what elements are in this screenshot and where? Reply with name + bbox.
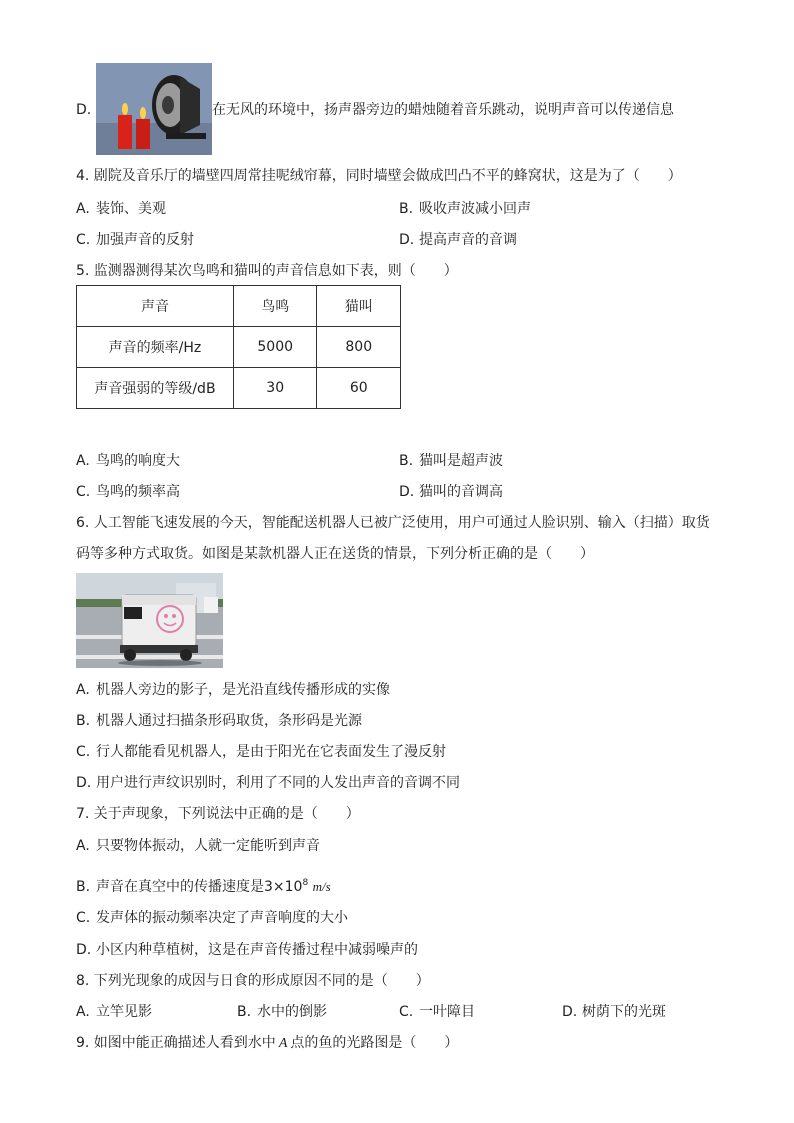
q5-option-c [76, 483, 180, 501]
delivery-robot-illustration [76, 573, 223, 668]
option-text: 小区内种草植树，这是在声音传播过程中减弱噪声的 [96, 942, 418, 958]
option-label: D. [562, 1004, 578, 1020]
option-text: 一叶障目 [419, 1004, 475, 1020]
q4-option-c [76, 231, 194, 249]
option-text: 行人都能看见机器人，是由于阳光在它表面发生了漫反射 [96, 744, 446, 760]
option-label: D. [399, 232, 415, 248]
q8-option-c [399, 1003, 475, 1021]
option-label: A. [76, 682, 90, 698]
table-row [77, 327, 401, 368]
option-label: A. [76, 201, 90, 217]
q9-stem-post: 点的鱼的光路图是（ ） [290, 1035, 459, 1051]
q6-option-d [76, 774, 460, 792]
q6-option-b [76, 712, 362, 730]
option-label: C. [399, 1004, 414, 1020]
option-text: 树荫下的光斑 [582, 1004, 666, 1020]
option-label: D. [399, 484, 415, 500]
q9-stem-pre: 9. 如图中能正确描述人看到水中 [76, 1035, 276, 1051]
option-label: B. [76, 879, 91, 895]
option-label: D. [76, 942, 92, 958]
q7-option-d [76, 941, 418, 959]
q9-stem [76, 1034, 458, 1053]
sound-info-table [76, 285, 401, 409]
option-text: 机器人旁边的影子，是光沿直线传播形成的实像 [96, 682, 390, 698]
option-label: C. [76, 910, 91, 926]
q7-option-a [76, 837, 320, 855]
q6-stem-line2: 码等多种方式取货。如图是某款机器人正在送货的情景，下列分析正确的是（ ） [76, 546, 594, 562]
formula-exponent: 8 [302, 878, 309, 888]
option-label: C. [76, 484, 91, 500]
q4-option-d [399, 231, 517, 249]
option-text: 鸟鸣的响度大 [96, 453, 180, 469]
q8-option-b [237, 1003, 327, 1021]
table-cell: 60 [317, 368, 401, 409]
table-cell: 800 [317, 327, 401, 368]
q7-stem: 7. 关于声现象，下列说法中正确的是（ ） [76, 806, 360, 822]
q6-stem-line1: 6. 人工智能飞速发展的今天，智能配送机器人已被广泛使用，用户可通过人脸识别、输入（扫描）取货 [76, 515, 710, 531]
option-text: 机器人通过扫描条形码取货，条形码是光源 [96, 713, 362, 729]
q3-option-d-text: 在无风的环境中，扬声器旁边的蜡烛随着音乐跳动，说明声音可以传递信息 [212, 102, 674, 118]
option-text: 猫叫是超声波 [419, 453, 503, 469]
option-label: A. [76, 453, 90, 469]
option-text: 水中的倒影 [257, 1004, 327, 1020]
table-row [77, 368, 401, 409]
delivery-robot-image [76, 573, 223, 668]
option-label: C. [76, 232, 91, 248]
candle-speaker-illustration [96, 63, 212, 155]
table-cell: 声音的频率/Hz [77, 327, 234, 368]
q7-option-b [76, 874, 331, 896]
q8-stem: 8. 下列光现象的成因与日食的形成原因不同的是（ ） [76, 973, 430, 989]
option-text: 只要物体振动，人就一定能听到声音 [96, 838, 320, 854]
formula-unit: m/s [312, 879, 331, 894]
speed-formula [264, 879, 331, 895]
q5-option-b [399, 452, 503, 470]
option-text: 声音在真空中的传播速度是 [96, 879, 264, 895]
option-label: B. [399, 201, 414, 217]
option-text: 装饰、美观 [96, 201, 166, 217]
q8-option-a [76, 1003, 152, 1021]
q6-option-c [76, 743, 446, 761]
q6-option-a [76, 681, 390, 699]
option-label: D. [76, 775, 92, 791]
q5-stem: 5. 监测器测得某次鸟鸣和猫叫的声音信息如下表，则（ ） [76, 263, 458, 279]
option-label: B. [399, 453, 414, 469]
option-text: 吸收声波减小回声 [419, 201, 531, 217]
option-text: 加强声音的反射 [96, 232, 194, 248]
q8-option-d [562, 1003, 666, 1021]
option-text: 提高声音的音调 [419, 232, 517, 248]
option-text: 发声体的振动频率决定了声音响度的大小 [96, 910, 348, 926]
option-text: 鸟鸣的频率高 [96, 484, 180, 500]
table-header-cell: 声音 [77, 286, 234, 327]
option-label: A. [76, 838, 90, 854]
option-label: B. [237, 1004, 252, 1020]
option-text: 用户进行声纹识别时，利用了不同的人发出声音的音调不同 [96, 775, 460, 791]
candle-speaker-image [96, 63, 212, 155]
table-header-cell: 猫叫 [317, 286, 401, 327]
table-cell: 30 [233, 368, 317, 409]
q5-option-d [399, 483, 503, 501]
option-label: C. [76, 744, 91, 760]
formula-base: 3×10 [264, 879, 303, 895]
table-cell: 声音强弱的等级/dB [77, 368, 234, 409]
option-label: B. [76, 713, 91, 729]
q4-option-b [399, 200, 531, 218]
q3-option-d-label: D. [76, 102, 92, 118]
q4-stem: 4. 剧院及音乐厅的墙壁四周常挂呢绒帘幕，同时墙壁会做成凹凸不平的蜂窝状，这是为了（ ） [76, 168, 682, 184]
q5-option-a [76, 452, 180, 470]
q7-option-c [76, 909, 348, 927]
table-header-row [77, 286, 401, 327]
q4-option-a [76, 200, 166, 218]
option-label: A. [76, 1004, 90, 1020]
table-cell: 5000 [233, 327, 317, 368]
q9-point-label: A [278, 1036, 288, 1051]
option-text: 立竿见影 [96, 1004, 152, 1020]
option-text: 猫叫的音调高 [419, 484, 503, 500]
table-header-cell: 鸟鸣 [233, 286, 317, 327]
